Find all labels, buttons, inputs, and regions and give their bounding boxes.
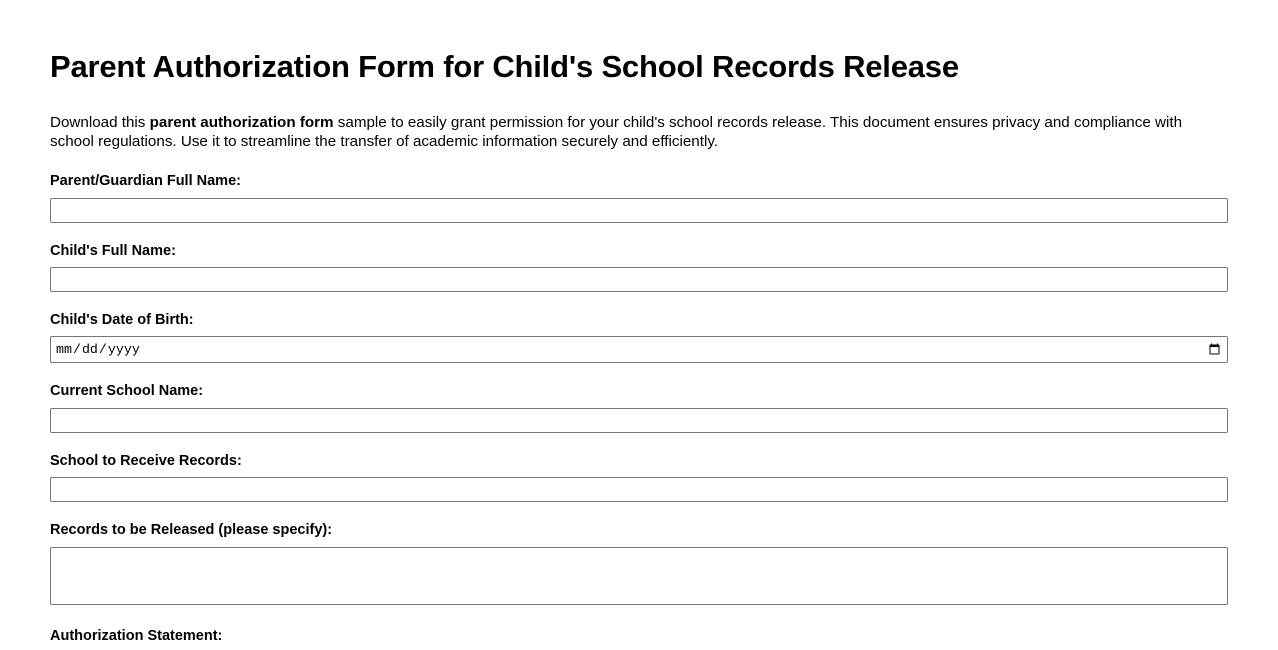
field-authorization-statement [50,628,1230,645]
field-child-date-of-birth [50,312,1230,363]
intro-text-after: sample to easily grant permission for your child's school records release. This document ensures privacy and compliance with school regulations. Use it to streamline the transfer of academic information securely and efficiently. [50,114,1183,151]
label-records-to-be-released: Records to be Released (please specify): [50,522,333,539]
field-school-to-receive-records [50,453,1230,502]
current-school-name-input[interactable] [50,408,1228,433]
intro-text-bold: parent authorization form [149,114,334,132]
field-child-full-name [50,243,1230,292]
field-parent-guardian-full-name [50,173,1230,222]
label-school-to-receive-records: School to Receive Records: [50,452,242,469]
child-date-of-birth-input[interactable] [50,336,1228,363]
child-full-name-input[interactable] [50,267,1228,292]
parent-guardian-full-name-input[interactable] [50,198,1228,223]
page-title: Parent Authorization Form for Child's School Records Release [50,49,959,84]
field-current-school-name [50,383,1230,432]
label-child-full-name: Child's Full Name: [50,242,176,259]
field-records-to-be-released [50,522,1230,604]
label-parent-guardian-full-name: Parent/Guardian Full Name: [50,173,241,190]
label-authorization-statement: Authorization Statement: [50,627,223,644]
school-to-receive-records-input[interactable] [50,477,1228,502]
intro-text-before: Download this [50,114,150,132]
records-to-be-released-textarea[interactable] [50,547,1228,605]
intro-paragraph [50,113,1230,151]
label-current-school-name: Current School Name: [50,383,204,400]
label-child-date-of-birth: Child's Date of Birth: [50,311,194,328]
